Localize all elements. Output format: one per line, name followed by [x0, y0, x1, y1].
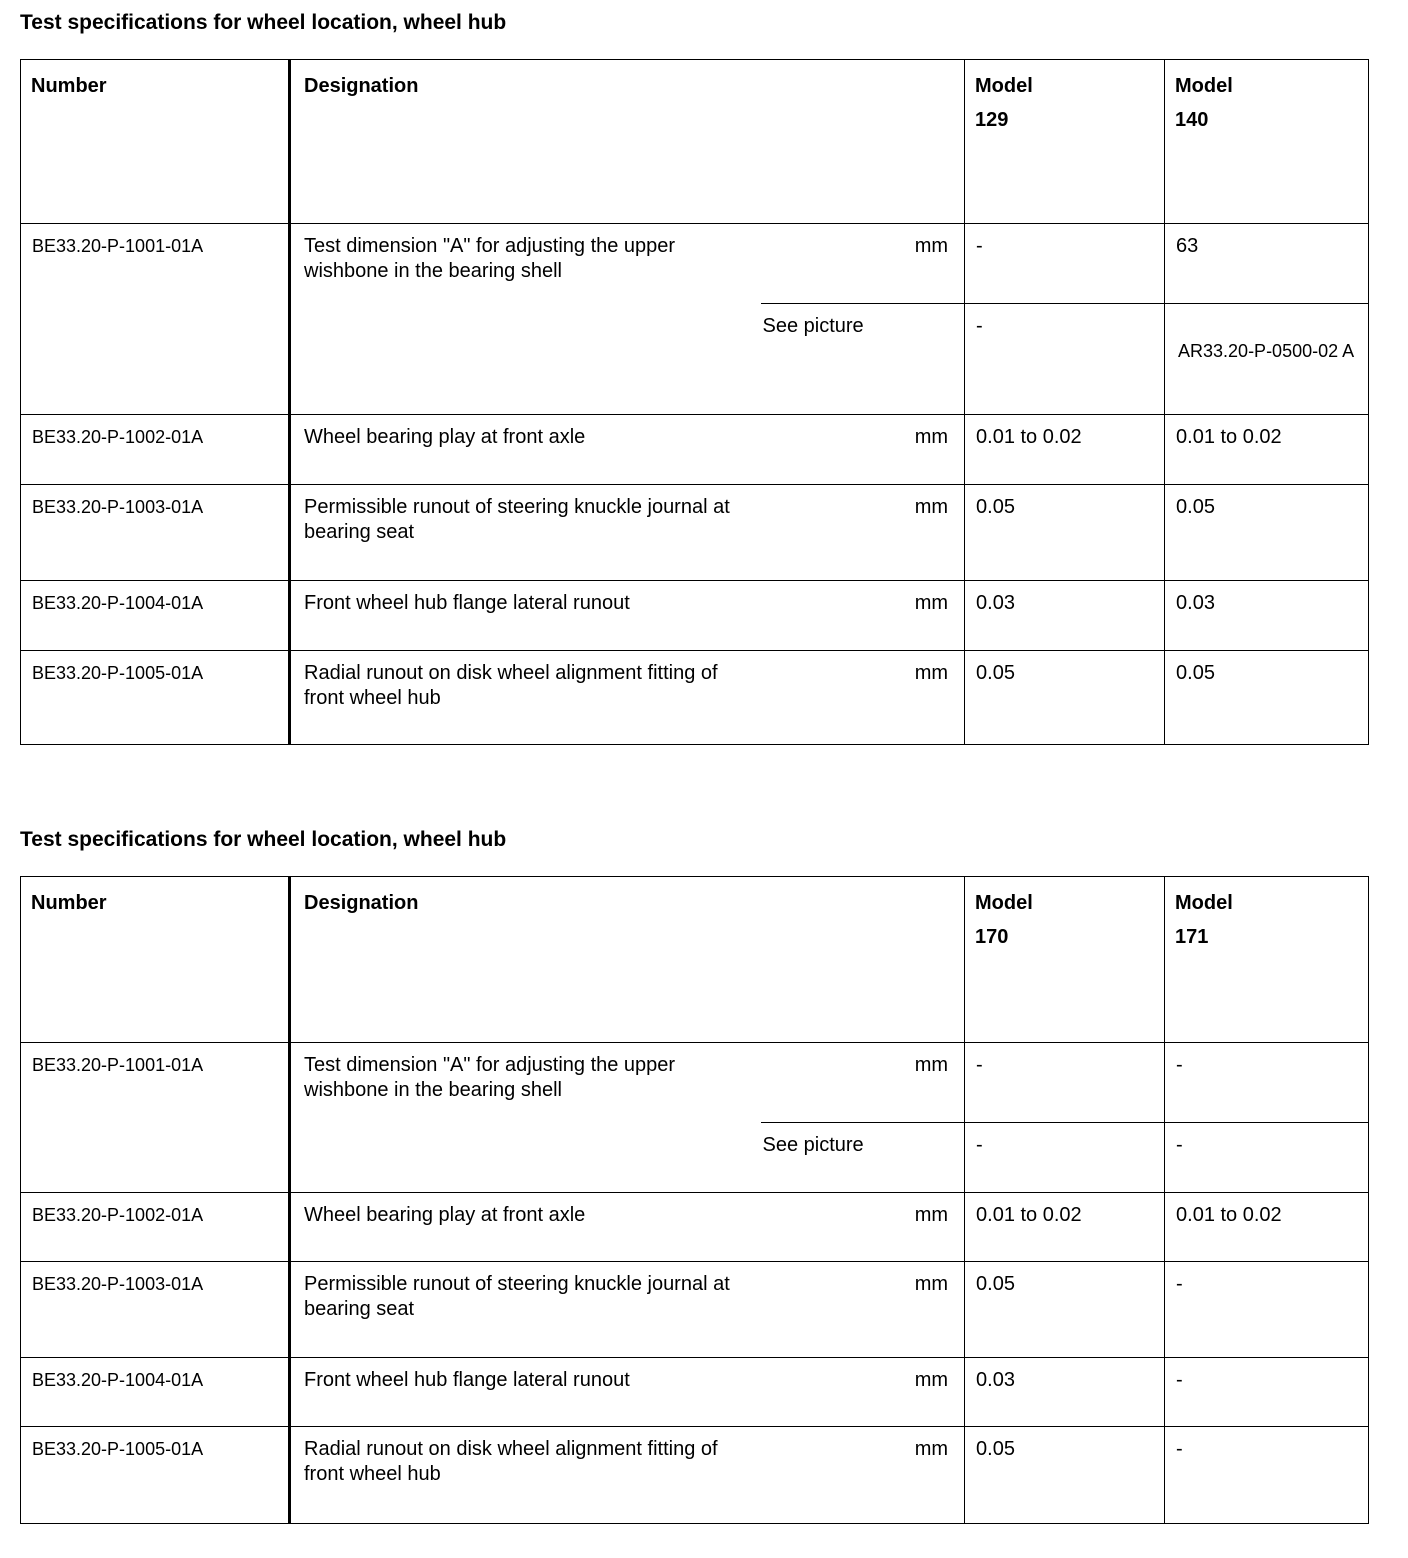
table-row	[21, 581, 1369, 651]
header-designation: Designation	[290, 60, 965, 224]
row-designation: Permissible runout of steering knuckle journal at bearing seat	[290, 1262, 761, 1358]
row-value-a: 0.01 to 0.02	[965, 415, 1165, 485]
row-designation: Front wheel hub flange lateral runout	[290, 1358, 761, 1427]
row-unit: mm	[761, 1043, 965, 1123]
row-number: BE33.20-P-1005-01A	[21, 1427, 290, 1524]
header-row	[21, 60, 1369, 224]
table-row	[21, 1043, 1369, 1123]
table-row	[21, 224, 1369, 304]
row-value-b: 0.05	[1165, 485, 1369, 581]
row-unit: mm	[761, 1262, 965, 1358]
row-value-b: 0.05	[1165, 651, 1369, 745]
row-unit: mm	[761, 581, 965, 651]
row-number: BE33.20-P-1003-01A	[21, 485, 290, 581]
row-value-b: -	[1165, 1358, 1369, 1427]
row-designation: Wheel bearing play at front axle	[290, 1193, 761, 1262]
row-value-a: -	[965, 1043, 1165, 1123]
header-row	[21, 877, 1369, 1043]
row-value-a: 0.05	[965, 485, 1165, 581]
row-unit: mm	[761, 224, 965, 304]
table-row	[21, 1193, 1369, 1262]
row-designation: Radial runout on disk wheel alignment fitting of front wheel hub	[290, 651, 761, 745]
row-value-b: 0.03	[1165, 581, 1369, 651]
header-model-a: Model 170	[965, 877, 1165, 1043]
row-number: BE33.20-P-1002-01A	[21, 415, 290, 485]
row-number: BE33.20-P-1001-01A	[21, 1043, 290, 1193]
row-unit: mm	[761, 415, 965, 485]
row-value-b: 0.01 to 0.02	[1165, 1193, 1369, 1262]
header-model-a: Model 129	[965, 60, 1165, 224]
see-picture-label: See picture	[761, 1123, 965, 1193]
see-picture-label: See picture	[761, 304, 965, 415]
row-unit: mm	[761, 651, 965, 745]
row-value-b: -	[1165, 1262, 1369, 1358]
row-value-b: 0.01 to 0.02	[1165, 415, 1369, 485]
row-designation: Test dimension "A" for adjusting the upper wishbone in the bearing shell	[290, 1043, 761, 1193]
row-designation: Permissible runout of steering knuckle journal at bearing seat	[290, 485, 761, 581]
row-designation: Test dimension "A" for adjusting the upper wishbone in the bearing shell	[290, 224, 761, 415]
picture-ref-b: AR33.20-P-0500-02 A	[1165, 304, 1369, 415]
table-row	[21, 1358, 1369, 1427]
row-unit: mm	[761, 485, 965, 581]
header-model-b: Model 171	[1165, 877, 1369, 1043]
picture-ref-a: -	[965, 1123, 1165, 1193]
row-number: BE33.20-P-1002-01A	[21, 1193, 290, 1262]
row-value-a: 0.05	[965, 651, 1165, 745]
picture-ref-a: -	[965, 304, 1165, 415]
header-model-b: Model 140	[1165, 60, 1369, 224]
header-designation: Designation	[290, 877, 965, 1043]
table-row	[21, 651, 1369, 745]
table-1-title: Test specifications for wheel location, wheel hub	[20, 11, 507, 34]
row-unit: mm	[761, 1358, 965, 1427]
row-value-a: 0.01 to 0.02	[965, 1193, 1165, 1262]
row-number: BE33.20-P-1003-01A	[21, 1262, 290, 1358]
row-designation: Front wheel hub flange lateral runout	[290, 581, 761, 651]
row-designation: Wheel bearing play at front axle	[290, 415, 761, 485]
spec-table-2	[20, 876, 1369, 1524]
row-unit: mm	[761, 1427, 965, 1524]
header-number: Number	[21, 60, 290, 224]
row-value-a: 0.05	[965, 1262, 1165, 1358]
row-value-a: -	[965, 224, 1165, 304]
row-value-b: 63	[1165, 224, 1369, 304]
row-number: BE33.20-P-1001-01A	[21, 224, 290, 415]
header-number: Number	[21, 877, 290, 1043]
row-number: BE33.20-P-1004-01A	[21, 1358, 290, 1427]
table-2-title: Test specifications for wheel location, wheel hub	[20, 828, 507, 851]
row-unit: mm	[761, 1193, 965, 1262]
picture-ref-b: -	[1165, 1123, 1369, 1193]
row-number: BE33.20-P-1005-01A	[21, 651, 290, 745]
row-value-a: 0.05	[965, 1427, 1165, 1524]
row-designation: Radial runout on disk wheel alignment fitting of front wheel hub	[290, 1427, 761, 1524]
row-value-a: 0.03	[965, 581, 1165, 651]
table-row	[21, 1262, 1369, 1358]
table-row	[21, 485, 1369, 581]
spec-table-1	[20, 59, 1369, 745]
table-row	[21, 415, 1369, 485]
row-value-b: -	[1165, 1043, 1369, 1123]
row-number: BE33.20-P-1004-01A	[21, 581, 290, 651]
row-value-b: -	[1165, 1427, 1369, 1524]
row-value-a: 0.03	[965, 1358, 1165, 1427]
table-row	[21, 1427, 1369, 1524]
